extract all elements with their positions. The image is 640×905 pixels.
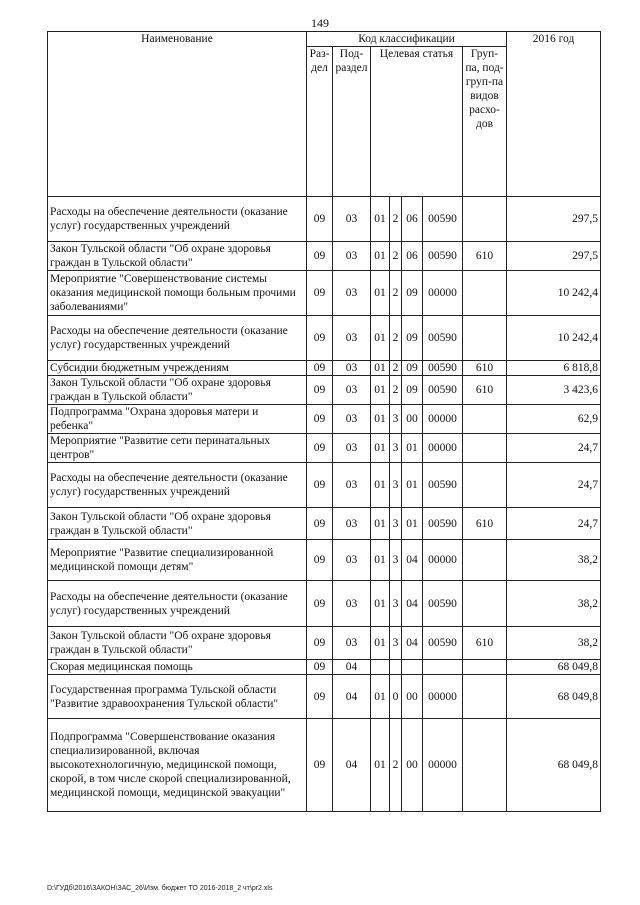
cell-amount: 68 049,8	[507, 719, 601, 812]
cell-name: Расходы на обеспечение деятельности (оказание услуг) государственных учреждений	[48, 316, 307, 361]
cell-name: Закон Тульской области "Об охране здоровья граждан в Тульской области"	[48, 508, 307, 540]
cell-amount: 38,2	[507, 581, 601, 627]
cell-expense-group: 610	[463, 508, 507, 540]
cell-expense-group	[463, 405, 507, 434]
cell-target-activity: 00	[402, 719, 423, 812]
cell-name: Подпрограмма "Охрана здоровья матери и ребенка"	[48, 405, 307, 434]
cell-section: 09	[307, 361, 333, 376]
cell-target-activity	[402, 660, 423, 675]
cell-target-activity: 06	[402, 197, 423, 242]
cell-target-program: 01	[371, 361, 390, 376]
cell-target-subprogram: 0	[390, 675, 402, 719]
cell-target-program: 01	[371, 719, 390, 812]
cell-expense-group	[463, 581, 507, 627]
cell-target-direction: 00590	[423, 242, 463, 271]
cell-subsection: 03	[333, 508, 371, 540]
cell-name: Закон Тульской области "Об охране здоровья граждан в Тульской области"	[48, 242, 307, 271]
cell-expense-group: 610	[463, 376, 507, 405]
cell-section: 09	[307, 675, 333, 719]
cell-target-program: 01	[371, 316, 390, 361]
cell-target-direction: 00000	[423, 405, 463, 434]
cell-target-activity: 04	[402, 581, 423, 627]
cell-section: 09	[307, 540, 333, 581]
cell-target-subprogram: 2	[390, 316, 402, 361]
cell-amount: 38,2	[507, 627, 601, 660]
cell-target-direction: 00000	[423, 434, 463, 463]
table-row	[48, 376, 601, 405]
cell-amount: 3 423,6	[507, 376, 601, 405]
cell-expense-group: 610	[463, 627, 507, 660]
cell-target-program: 01	[371, 434, 390, 463]
cell-amount: 10 242,4	[507, 271, 601, 316]
cell-amount: 24,7	[507, 508, 601, 540]
cell-target-activity: 04	[402, 627, 423, 660]
cell-target-subprogram: 2	[390, 376, 402, 405]
cell-target-subprogram: 3	[390, 627, 402, 660]
table-row	[48, 463, 601, 508]
cell-target-activity: 06	[402, 242, 423, 271]
cell-target-subprogram	[390, 660, 402, 675]
cell-section: 09	[307, 316, 333, 361]
cell-target-program: 01	[371, 581, 390, 627]
cell-target-direction: 00590	[423, 376, 463, 405]
file-path-footer: D:\ГУДб\2016\ЗАКОН\ЗАС_26\Изм. бюджет ТО 2016-2018_2 чт\pr2.xls	[47, 885, 273, 892]
cell-target-direction: 00590	[423, 361, 463, 376]
table-row	[48, 719, 601, 812]
cell-expense-group	[463, 463, 507, 508]
cell-name: Подпрограмма "Совершенствование оказания специализированной, включая высокотехнологичную, медицинской помощи, скорой, в том числе скорой специализированной, медицинской помощи, медицинской эвакуации"	[48, 719, 307, 812]
cell-section: 09	[307, 271, 333, 316]
cell-subsection: 04	[333, 660, 371, 675]
cell-name: Субсидии бюджетным учреждениям	[48, 361, 307, 376]
cell-subsection: 04	[333, 719, 371, 812]
table-row	[48, 660, 601, 675]
table-row	[48, 434, 601, 463]
cell-target-activity: 01	[402, 463, 423, 508]
cell-target-direction: 00000	[423, 719, 463, 812]
cell-target-activity: 09	[402, 376, 423, 405]
cell-amount: 297,5	[507, 197, 601, 242]
cell-subsection: 04	[333, 675, 371, 719]
cell-target-program	[371, 660, 390, 675]
cell-target-activity: 09	[402, 361, 423, 376]
cell-subsection: 03	[333, 434, 371, 463]
cell-target-direction: 00590	[423, 197, 463, 242]
cell-target-program: 01	[371, 508, 390, 540]
cell-name: Мероприятие "Развитие сети перинатальных центров"	[48, 434, 307, 463]
cell-target-subprogram: 2	[390, 361, 402, 376]
cell-target-direction: 00590	[423, 581, 463, 627]
cell-target-direction: 00000	[423, 675, 463, 719]
header-section: Раз-дел	[307, 47, 333, 197]
cell-subsection: 03	[333, 316, 371, 361]
cell-amount: 10 242,4	[507, 316, 601, 361]
cell-name: Расходы на обеспечение деятельности (оказание услуг) государственных учреждений	[48, 581, 307, 627]
cell-target-subprogram: 2	[390, 242, 402, 271]
table-row	[48, 540, 601, 581]
cell-target-direction: 00000	[423, 540, 463, 581]
cell-expense-group: 610	[463, 242, 507, 271]
cell-target-direction: 00590	[423, 627, 463, 660]
cell-target-activity: 09	[402, 316, 423, 361]
cell-subsection: 03	[333, 405, 371, 434]
cell-target-subprogram: 2	[390, 271, 402, 316]
cell-amount: 68 049,8	[507, 660, 601, 675]
cell-target-subprogram: 3	[390, 540, 402, 581]
cell-subsection: 03	[333, 242, 371, 271]
cell-target-activity: 04	[402, 540, 423, 581]
budget-table	[47, 31, 601, 812]
cell-target-subprogram: 3	[390, 508, 402, 540]
cell-amount: 297,5	[507, 242, 601, 271]
table-row	[48, 316, 601, 361]
cell-target-subprogram: 2	[390, 197, 402, 242]
page-number: 149	[311, 16, 329, 30]
cell-name: Государственная программа Тульской области "Развитие здравоохранения Тульской области"	[48, 675, 307, 719]
table-row	[48, 271, 601, 316]
cell-target-program: 01	[371, 627, 390, 660]
cell-target-program: 01	[371, 376, 390, 405]
cell-section: 09	[307, 463, 333, 508]
cell-target-program: 01	[371, 540, 390, 581]
cell-section: 09	[307, 376, 333, 405]
cell-expense-group: 610	[463, 361, 507, 376]
cell-subsection: 03	[333, 197, 371, 242]
cell-target-program: 01	[371, 271, 390, 316]
cell-expense-group	[463, 675, 507, 719]
header-expense-group: Груп-па, под-груп-па видов расхо-дов	[463, 47, 507, 197]
cell-subsection: 03	[333, 463, 371, 508]
cell-section: 09	[307, 405, 333, 434]
cell-subsection: 03	[333, 376, 371, 405]
header-subsection: Под-раздел	[333, 47, 371, 197]
cell-target-subprogram: 3	[390, 581, 402, 627]
cell-section: 09	[307, 242, 333, 271]
cell-target-subprogram: 2	[390, 719, 402, 812]
cell-target-subprogram: 3	[390, 405, 402, 434]
cell-amount: 68 049,8	[507, 675, 601, 719]
cell-section: 09	[307, 660, 333, 675]
cell-section: 09	[307, 581, 333, 627]
table-row	[48, 405, 601, 434]
table-row	[48, 581, 601, 627]
cell-amount: 24,7	[507, 463, 601, 508]
cell-target-activity: 01	[402, 508, 423, 540]
cell-name: Закон Тульской области "Об охране здоровья граждан в Тульской области"	[48, 627, 307, 660]
cell-section: 09	[307, 197, 333, 242]
cell-name: Закон Тульской области "Об охране здоровья граждан в Тульской области"	[48, 376, 307, 405]
table-row	[48, 675, 601, 719]
cell-section: 09	[307, 627, 333, 660]
table-row	[48, 197, 601, 242]
cell-name: Расходы на обеспечение деятельности (оказание услуг) государственных учреждений	[48, 197, 307, 242]
cell-section: 09	[307, 719, 333, 812]
cell-amount: 38,2	[507, 540, 601, 581]
header-year: 2016 год	[507, 32, 601, 197]
header-classification: Код классификации	[307, 32, 507, 47]
cell-section: 09	[307, 508, 333, 540]
cell-target-activity: 00	[402, 675, 423, 719]
table-row	[48, 361, 601, 376]
cell-target-direction: 00590	[423, 316, 463, 361]
cell-target-direction	[423, 660, 463, 675]
table-row	[48, 242, 601, 271]
cell-subsection: 03	[333, 627, 371, 660]
cell-section: 09	[307, 434, 333, 463]
cell-target-program: 01	[371, 197, 390, 242]
cell-expense-group	[463, 719, 507, 812]
cell-target-program: 01	[371, 463, 390, 508]
cell-target-subprogram: 3	[390, 434, 402, 463]
cell-expense-group	[463, 271, 507, 316]
cell-subsection: 03	[333, 540, 371, 581]
cell-target-subprogram: 3	[390, 463, 402, 508]
cell-expense-group	[463, 316, 507, 361]
cell-expense-group	[463, 434, 507, 463]
cell-expense-group	[463, 660, 507, 675]
cell-amount: 6 818,8	[507, 361, 601, 376]
cell-target-activity: 00	[402, 405, 423, 434]
cell-name: Мероприятие "Развитие специализированной медицинской помощи детям"	[48, 540, 307, 581]
cell-target-program: 01	[371, 675, 390, 719]
cell-name: Скорая медицинская помощь	[48, 660, 307, 675]
cell-expense-group	[463, 540, 507, 581]
cell-name: Расходы на обеспечение деятельности (оказание услуг) государственных учреждений	[48, 463, 307, 508]
table-row	[48, 627, 601, 660]
cell-amount: 62,9	[507, 405, 601, 434]
cell-subsection: 03	[333, 361, 371, 376]
cell-target-program: 01	[371, 405, 390, 434]
header-target-item: Целевая статья	[371, 47, 463, 197]
cell-subsection: 03	[333, 581, 371, 627]
cell-target-program: 01	[371, 242, 390, 271]
cell-target-direction: 00590	[423, 508, 463, 540]
table-body	[48, 197, 601, 812]
cell-target-activity: 01	[402, 434, 423, 463]
cell-target-activity: 09	[402, 271, 423, 316]
table-row	[48, 508, 601, 540]
cell-amount: 24,7	[507, 434, 601, 463]
cell-name: Мероприятие "Совершенствование системы оказания медицинской помощи больным прочими заболеваниями"	[48, 271, 307, 316]
cell-target-direction: 00000	[423, 271, 463, 316]
cell-subsection: 03	[333, 271, 371, 316]
header-name: Наименование	[48, 32, 307, 197]
cell-expense-group	[463, 197, 507, 242]
cell-target-direction: 00590	[423, 463, 463, 508]
